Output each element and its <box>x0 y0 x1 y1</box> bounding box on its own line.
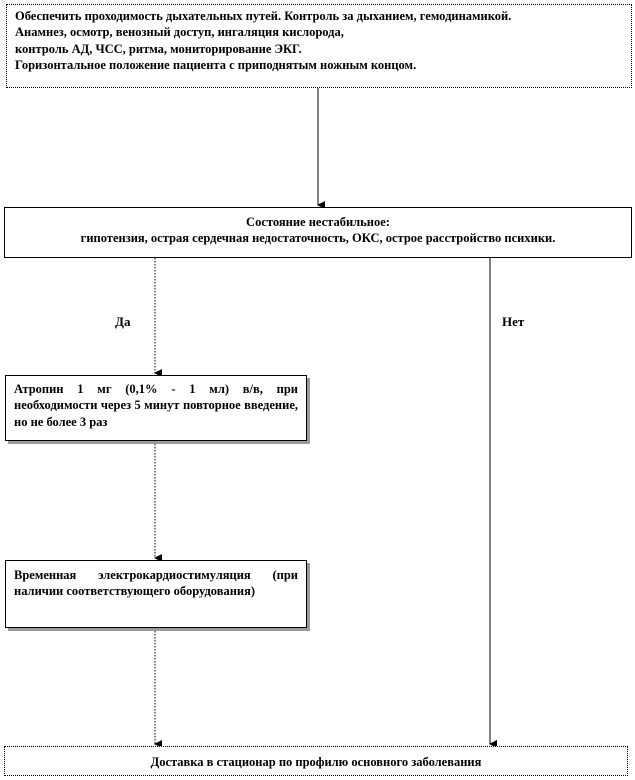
primary-line-2: Анамнез, осмотр, венозный доступ, ингаляция кислорода, <box>15 25 344 40</box>
label-yes: Да <box>115 314 131 329</box>
primary-line-1: Обеспечить проходимость дыхательных путей. Контроль за дыханием, гемодинамикой. <box>15 9 512 23</box>
box-delivery <box>4 746 628 776</box>
atropine-text: Атропин 1 мг (0,1% - 1 мл) в/в, при необходимости через 5 минут повторное введение, но не более 3 раз <box>14 382 298 429</box>
box-unstable-state <box>4 207 632 258</box>
pacing-text: Временная электрокардиостимуляция (при наличии соответствующего оборудования) <box>14 568 298 599</box>
box-atropine <box>5 375 307 441</box>
box-pacing <box>5 560 307 628</box>
primary-line-4: Горизонтальное положение пациента с приподнятым ножным концом. <box>15 57 417 72</box>
state-title: Состояние нестабильное: <box>246 215 390 229</box>
state-text: гипотензия, острая сердечная недостаточность, ОКС, острое расстройство психики. <box>80 231 556 246</box>
delivery-text: Доставка в стационар по профилю основного заболевания <box>150 755 482 769</box>
primary-line-3: контроль АД, ЧСС, ритма, мониторирование ЭКГ. <box>15 41 302 56</box>
label-no: Нет <box>502 314 525 329</box>
box-primary-measures <box>6 4 632 88</box>
